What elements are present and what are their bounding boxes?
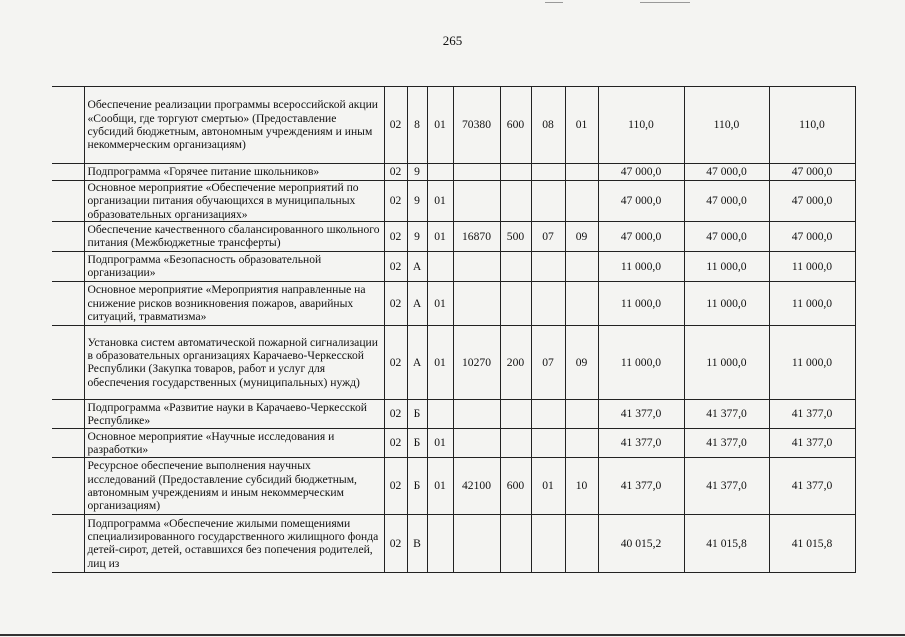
row-name-cell: Основное мероприятие «Обеспечение мероприятий по организации питания обучающихся в муниципальных образовательных организациях» [84, 181, 384, 222]
table-row [52, 428, 855, 457]
row-margin-cell [52, 325, 84, 399]
row-margin-cell [52, 399, 84, 428]
code-cell: А [407, 281, 427, 325]
amount-cell: 110,0 [598, 87, 684, 164]
code-cell: 07 [531, 221, 565, 251]
amount-cell: 47 000,0 [684, 164, 769, 181]
code-cell [565, 251, 598, 281]
code-cell: 70380 [453, 87, 500, 164]
code-cell: 01 [427, 181, 453, 222]
row-margin-cell [52, 514, 84, 572]
table-row [52, 251, 855, 281]
amount-cell: 11 000,0 [684, 281, 769, 325]
amount-cell: 41 377,0 [598, 457, 684, 514]
code-cell: 02 [384, 164, 407, 181]
code-cell [500, 514, 531, 572]
code-cell: 10 [565, 457, 598, 514]
code-cell: А [407, 325, 427, 399]
code-cell: В [407, 514, 427, 572]
code-cell [565, 164, 598, 181]
amount-cell: 47 000,0 [684, 181, 769, 222]
code-cell [453, 251, 500, 281]
code-cell: 9 [407, 164, 427, 181]
amount-cell: 11 000,0 [598, 325, 684, 399]
code-cell [427, 399, 453, 428]
amount-cell: 47 000,0 [769, 181, 855, 222]
code-cell [531, 251, 565, 281]
code-cell: 01 [565, 87, 598, 164]
row-name-cell: Подпрограмма «Развитие науки в Карачаево-Черкесской Республике» [84, 399, 384, 428]
amount-cell: 41 015,8 [684, 514, 769, 572]
code-cell [500, 164, 531, 181]
code-cell: 01 [427, 281, 453, 325]
code-cell: Б [407, 457, 427, 514]
amount-cell: 41 377,0 [684, 399, 769, 428]
code-cell [453, 181, 500, 222]
amount-cell: 11 000,0 [769, 251, 855, 281]
code-cell: 07 [531, 325, 565, 399]
row-margin-cell [52, 281, 84, 325]
table-row [52, 221, 855, 251]
row-name-cell: Подпрограмма «Обеспечение жилыми помещениями специализированного государственного жилищного фонда детей-сирот, детей, оставшихся без попечения родителей, лиц из [84, 514, 384, 572]
code-cell [427, 251, 453, 281]
code-cell: 10270 [453, 325, 500, 399]
table-body [52, 87, 855, 573]
code-cell: 42100 [453, 457, 500, 514]
row-name-cell: Подпрограмма «Безопасность образовательной организации» [84, 251, 384, 281]
row-margin-cell [52, 221, 84, 251]
row-margin-cell [52, 457, 84, 514]
amount-cell: 110,0 [684, 87, 769, 164]
code-cell [453, 428, 500, 457]
code-cell [565, 399, 598, 428]
amount-cell: 47 000,0 [769, 221, 855, 251]
code-cell: 02 [384, 87, 407, 164]
row-margin-cell [52, 87, 84, 164]
table-row [52, 164, 855, 181]
code-cell: 500 [500, 221, 531, 251]
amount-cell: 41 015,8 [769, 514, 855, 572]
code-cell [531, 181, 565, 222]
code-cell: 600 [500, 457, 531, 514]
code-cell: 16870 [453, 221, 500, 251]
table-row [52, 181, 855, 222]
amount-cell: 11 000,0 [598, 251, 684, 281]
row-margin-cell [52, 164, 84, 181]
amount-cell: 41 377,0 [598, 399, 684, 428]
code-cell: 09 [565, 325, 598, 399]
code-cell: 200 [500, 325, 531, 399]
code-cell: 08 [531, 87, 565, 164]
amount-cell: 47 000,0 [684, 221, 769, 251]
code-cell: 01 [427, 457, 453, 514]
code-cell: 02 [384, 281, 407, 325]
amount-cell: 41 377,0 [684, 457, 769, 514]
code-cell [453, 514, 500, 572]
page-edge-line [0, 634, 905, 636]
table-row [52, 514, 855, 572]
row-name-cell: Установка систем автоматической пожарной сигнализации в образовательных организациях Карачаево-Черкесской Республики (Закупка товаров, работ и услуг для обеспечения государственных (муниципальных) нужд) [84, 325, 384, 399]
row-margin-cell [52, 251, 84, 281]
amount-cell: 41 377,0 [769, 399, 855, 428]
code-cell: 8 [407, 87, 427, 164]
code-cell [453, 399, 500, 428]
amount-cell: 11 000,0 [684, 325, 769, 399]
code-cell: 02 [384, 325, 407, 399]
amount-cell: 47 000,0 [598, 181, 684, 222]
amount-cell: 11 000,0 [769, 325, 855, 399]
amount-cell: 40 015,2 [598, 514, 684, 572]
amount-cell: 11 000,0 [598, 281, 684, 325]
code-cell: 02 [384, 221, 407, 251]
amount-cell: 110,0 [769, 87, 855, 164]
amount-cell: 41 377,0 [598, 428, 684, 457]
row-name-cell: Обеспечение качественного сбалансированного школьного питания (Межбюджетные трансферты) [84, 221, 384, 251]
amount-cell: 41 377,0 [684, 428, 769, 457]
code-cell: 9 [407, 181, 427, 222]
code-cell: Б [407, 428, 427, 457]
code-cell [565, 428, 598, 457]
row-name-cell: Подпрограмма «Горячее питание школьников» [84, 164, 384, 181]
code-cell: Б [407, 399, 427, 428]
code-cell: 02 [384, 428, 407, 457]
code-cell: 01 [427, 221, 453, 251]
row-name-cell: Основное мероприятие «Мероприятия направленные на снижение рисков возникновения пожаров, аварийных ситуаций, травматизма» [84, 281, 384, 325]
code-cell: 01 [427, 325, 453, 399]
amount-cell: 41 377,0 [769, 457, 855, 514]
code-cell [565, 514, 598, 572]
code-cell [427, 514, 453, 572]
code-cell: 01 [427, 428, 453, 457]
code-cell: 9 [407, 221, 427, 251]
code-cell [453, 164, 500, 181]
row-margin-cell [52, 428, 84, 457]
code-cell: А [407, 251, 427, 281]
code-cell [531, 514, 565, 572]
code-cell [500, 399, 531, 428]
code-cell: 02 [384, 251, 407, 281]
code-cell [500, 181, 531, 222]
code-cell [531, 399, 565, 428]
code-cell [565, 181, 598, 222]
amount-cell: 11 000,0 [684, 251, 769, 281]
code-cell: 09 [565, 221, 598, 251]
code-cell [500, 251, 531, 281]
amount-cell: 41 377,0 [769, 428, 855, 457]
budget-table-container [52, 86, 856, 573]
page-number: 265 [442, 33, 463, 48]
code-cell: 01 [531, 457, 565, 514]
row-margin-cell [52, 181, 84, 222]
amount-cell: 11 000,0 [769, 281, 855, 325]
table-row [52, 325, 855, 399]
code-cell [453, 281, 500, 325]
code-cell: 02 [384, 457, 407, 514]
row-name-cell: Основное мероприятие «Научные исследования и разработки» [84, 428, 384, 457]
code-cell: 01 [427, 87, 453, 164]
scan-mark [640, 2, 690, 3]
row-name-cell: Ресурсное обеспечение выполнения научных исследований (Предоставление субсидий бюджетным, автономным учреждениям и иным некоммерческим организациям) [84, 457, 384, 514]
code-cell: 02 [384, 399, 407, 428]
scan-mark [545, 2, 563, 3]
table-row [52, 457, 855, 514]
code-cell: 600 [500, 87, 531, 164]
code-cell [531, 164, 565, 181]
amount-cell: 47 000,0 [598, 164, 684, 181]
code-cell [565, 281, 598, 325]
code-cell [531, 428, 565, 457]
amount-cell: 47 000,0 [769, 164, 855, 181]
table-row [52, 87, 855, 164]
code-cell: 02 [384, 181, 407, 222]
code-cell [500, 281, 531, 325]
budget-table [52, 86, 856, 573]
code-cell [531, 281, 565, 325]
code-cell: 02 [384, 514, 407, 572]
table-row [52, 281, 855, 325]
row-name-cell: Обеспечение реализации программы всероссийской акции «Сообщи, где торгуют смертью» (Предоставление субсидий бюджетным, автономным учреждениям и иным некоммерческим организациям) [84, 87, 384, 164]
code-cell [500, 428, 531, 457]
amount-cell: 47 000,0 [598, 221, 684, 251]
table-row [52, 399, 855, 428]
code-cell [427, 164, 453, 181]
